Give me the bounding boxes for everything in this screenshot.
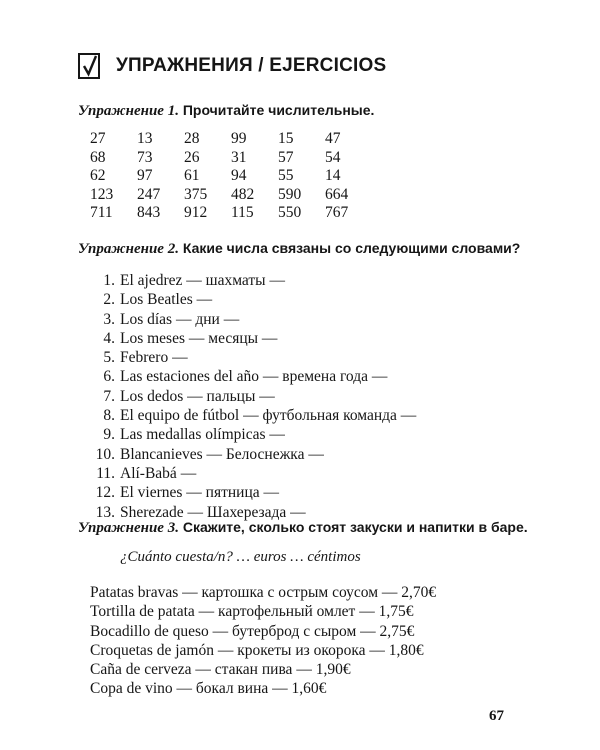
number-cell: 843	[137, 204, 161, 222]
number-cell: 13	[137, 130, 153, 147]
menu-item: Tortilla de patata — картофельный омлет — 1,75€	[90, 603, 414, 621]
number-cell: 767	[325, 204, 349, 222]
list-item-text: Los dedos — пальцы —	[120, 387, 275, 405]
list-item	[88, 483, 416, 502]
number-cell: 97	[137, 167, 153, 185]
list-item	[88, 310, 416, 329]
list-item-text: Las estaciones del año — времена года —	[120, 368, 388, 386]
number-cell: 14	[325, 167, 341, 185]
number-cell: 47	[325, 130, 341, 147]
page-title: УПРАЖНЕНИЯ / EJERCICIOS	[116, 55, 387, 76]
number-cell: 27	[90, 130, 106, 147]
list-item-number: 7.	[103, 387, 115, 405]
list-item	[88, 290, 416, 309]
number-cell: 15	[278, 130, 294, 147]
number-cell: 664	[325, 185, 349, 203]
list-item-text: Febrero —	[120, 349, 188, 367]
menu-item: Caña de cerveza — стакан пива — 1,90€	[90, 661, 351, 679]
exercise-1-instruction: Прочитайте числительные.	[178, 102, 375, 118]
number-cell: 26	[184, 148, 200, 166]
page-number: 67	[489, 708, 504, 724]
number-cell: 482	[231, 185, 255, 203]
price-question-prompt: ¿Cuánto cuesta/n? … euros … céntimos	[120, 549, 361, 565]
number-cell: 550	[278, 204, 302, 222]
list-item-number: 1.	[103, 272, 115, 289]
number-cell: 115	[231, 204, 254, 222]
number-cell: 99	[231, 130, 247, 147]
list-item-text: Los días — дни —	[120, 310, 240, 328]
bar-menu-list	[90, 583, 436, 699]
exercise-1-heading	[78, 102, 374, 120]
list-item	[88, 271, 416, 290]
list-item-number: 11.	[96, 464, 115, 482]
checkbox-checked-icon	[78, 53, 100, 79]
number-cell: 73	[137, 148, 153, 166]
list-item	[88, 387, 416, 406]
menu-item: Bocadillo de queso — бутерброд с сыром — 2,75€	[90, 622, 415, 640]
numbers-row	[90, 204, 372, 223]
number-cell: 61	[184, 167, 200, 185]
number-cell: 54	[325, 148, 341, 166]
number-cell: 123	[90, 185, 114, 203]
list-item-number: 6.	[103, 368, 115, 386]
numbers-row	[90, 149, 372, 168]
exercise-3-label: Упражнение 3.	[78, 520, 179, 536]
list-item	[88, 445, 416, 464]
list-item-text: Los meses — месяцы —	[120, 329, 278, 347]
list-item-number: 8.	[103, 407, 115, 425]
list-item-number: 4.	[103, 329, 115, 347]
list-item-text: El ajedrez — шахматы —	[120, 272, 285, 289]
page-header	[78, 53, 386, 79]
number-cell: 711	[90, 204, 113, 222]
list-item	[88, 367, 416, 386]
number-cell: 31	[231, 148, 247, 166]
list-item-text: Blancanieves — Белоснежка —	[120, 445, 324, 463]
list-item-text: Alí-Babá —	[120, 464, 197, 482]
exercise-3-heading	[78, 519, 528, 537]
number-cell: 590	[278, 185, 302, 203]
list-item-number: 10.	[95, 445, 115, 463]
exercise-2-instruction: Какие числа связаны со следующими словами?	[178, 240, 521, 256]
exercise-2-heading	[78, 240, 520, 258]
number-cell: 247	[137, 185, 161, 203]
list-item-number: 3.	[103, 310, 115, 328]
menu-item: Patatas bravas — картошка с острым соусом — 2,70€	[90, 584, 437, 601]
number-cell: 28	[184, 130, 200, 147]
list-item-number: 12.	[95, 484, 115, 502]
list-item	[88, 348, 416, 367]
list-item-number: 9.	[103, 426, 115, 444]
exercise-2-list	[88, 271, 416, 522]
list-item	[88, 425, 416, 444]
numbers-row	[90, 186, 372, 205]
numbers-grid	[90, 130, 372, 223]
numbers-row	[90, 130, 372, 149]
number-cell: 55	[278, 167, 294, 185]
number-cell: 68	[90, 148, 106, 166]
list-item-number: 13.	[95, 503, 115, 521]
exercise-3-instruction: Скажите, сколько стоят закуски и напитки в баре.	[178, 519, 528, 535]
list-item	[88, 406, 416, 425]
list-item-text: Sherezade — Шахерезада —	[120, 503, 306, 521]
number-cell: 912	[184, 204, 208, 222]
number-cell: 375	[184, 185, 208, 203]
menu-item: Croquetas de jamón — крокеты из окорока — 1,80€	[90, 641, 424, 659]
menu-item: Copa de vino — бокал вина — 1,60€	[90, 680, 327, 698]
list-item	[88, 464, 416, 483]
list-item	[88, 329, 416, 348]
list-item-text: Los Beatles —	[120, 291, 213, 309]
numbers-row	[90, 167, 372, 186]
list-item-number: 2.	[103, 291, 115, 309]
exercise-2-label: Упражнение 2.	[78, 241, 179, 257]
list-item-text: El viernes — пятница —	[120, 484, 279, 502]
list-item-number: 5.	[103, 349, 115, 367]
number-cell: 62	[90, 167, 106, 185]
list-item-text: El equipo de fútbol — футбольная команда —	[120, 407, 417, 425]
list-item-text: Las medallas olímpicas —	[120, 426, 285, 444]
exercise-1-label: Упражнение 1.	[78, 103, 179, 119]
number-cell: 94	[231, 167, 247, 185]
number-cell: 57	[278, 148, 294, 166]
